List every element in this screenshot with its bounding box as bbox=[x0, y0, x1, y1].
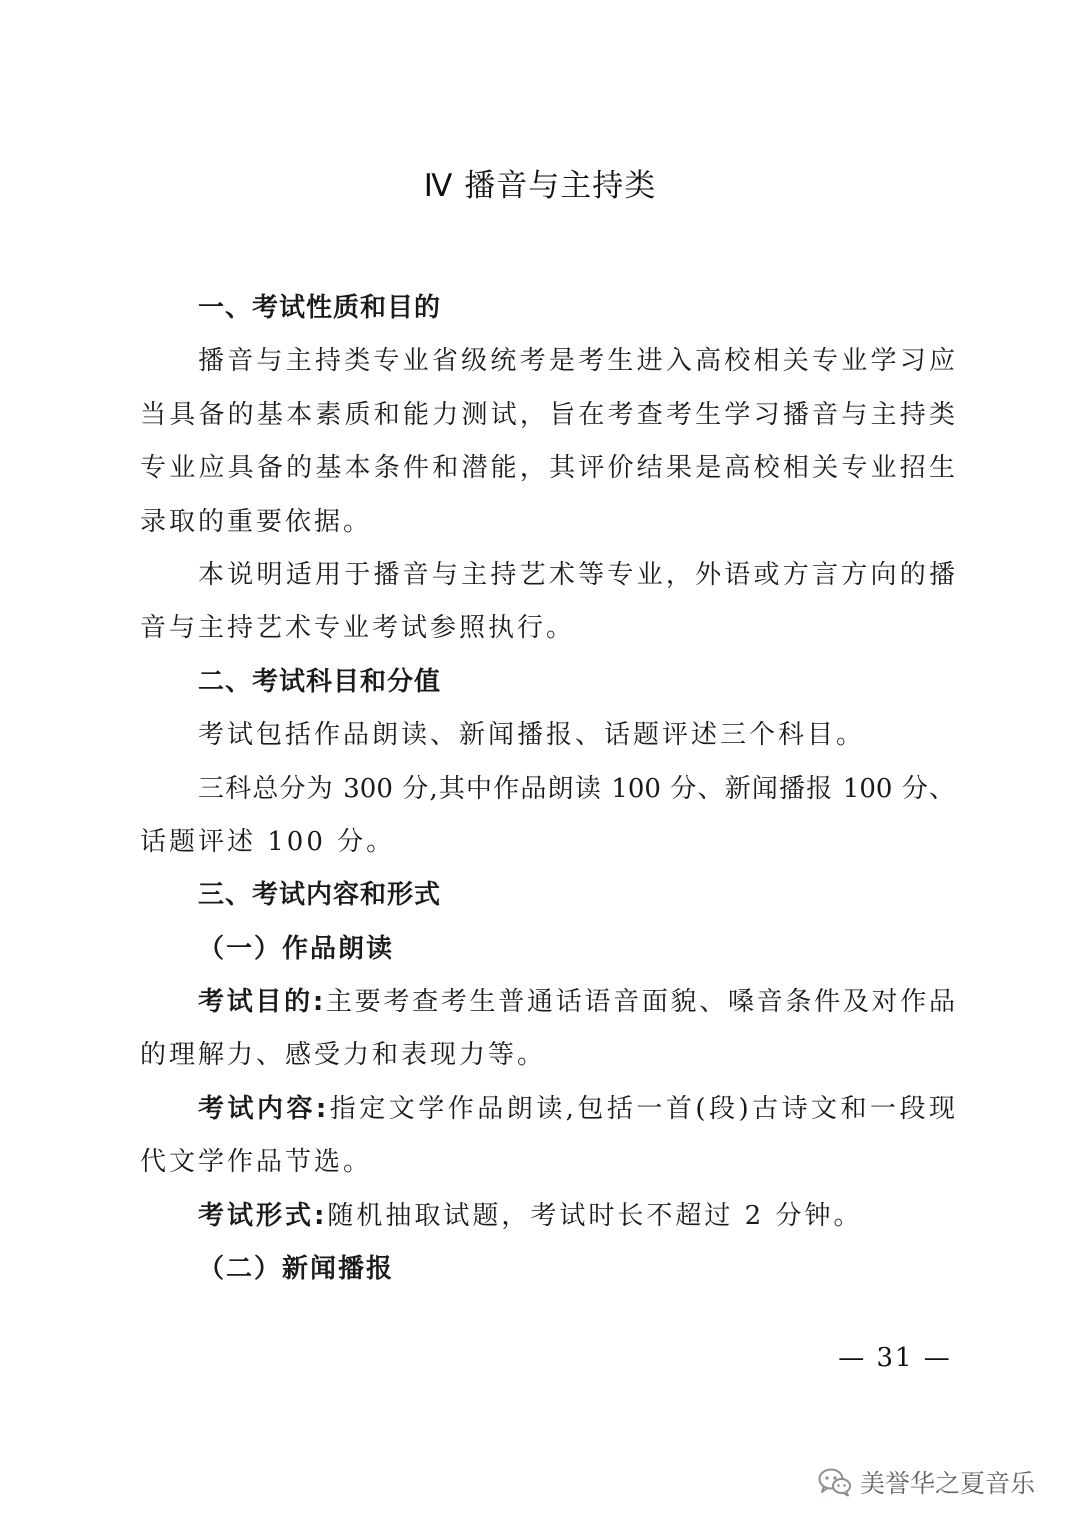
section-2-heading: 二、考试科目和分值 bbox=[198, 666, 442, 697]
paragraph-line: 播音与主持类专业省级统考是考生进入高校相关专业学习应 bbox=[198, 346, 955, 377]
paragraph-line: 当具备的基本素质和能力测试，旨在考查考生学习播音与主持类 bbox=[140, 399, 955, 430]
paragraph-line: 三科总分为 300 分,其中作品朗读 100 分、新闻播报 100 分、 bbox=[198, 773, 955, 804]
exam-form-line bbox=[140, 1190, 955, 1243]
paragraph-line: 代文学作品节选。 bbox=[140, 1147, 373, 1178]
document-body bbox=[140, 282, 955, 1296]
paragraph-line: 音与主持艺术专业考试参照执行。 bbox=[140, 613, 576, 644]
exam-purpose-line bbox=[140, 976, 955, 1029]
paragraph-line: 录取的重要依据。 bbox=[140, 506, 373, 537]
paragraph-line: 考试包括作品朗读、新闻播报、话题评述三个科目。 bbox=[198, 720, 866, 751]
exam-form-text: 随机抽取试题，考试时长不超过 2 分钟。 bbox=[327, 1200, 863, 1231]
page-title: Ⅳ 播音与主持类 bbox=[423, 168, 657, 204]
paragraph-line: 本说明适用于播音与主持艺术等专业，外语或方言方向的播 bbox=[198, 559, 955, 590]
exam-form-label: 考试形式: bbox=[198, 1200, 328, 1231]
section-1-heading: 一、考试性质和目的 bbox=[198, 293, 442, 323]
subsection-1-heading: （一）作品朗读 bbox=[198, 933, 395, 964]
exam-purpose-text: 主要考查考生普通话语音面貌、嗓音条件及对作品 bbox=[323, 987, 955, 1018]
section-3-heading: 三、考试内容和形式 bbox=[198, 880, 442, 911]
wechat-icon bbox=[818, 1467, 852, 1497]
paragraph-line: 的理解力、感受力和表现力等。 bbox=[140, 1040, 547, 1071]
paragraph-line: 话题评述 100 分。 bbox=[140, 826, 396, 857]
exam-content-line bbox=[140, 1083, 955, 1136]
watermark bbox=[818, 1464, 1035, 1500]
exam-purpose-label: 考试目的: bbox=[198, 987, 324, 1018]
subsection-2-heading: （二）新闻播报 bbox=[198, 1254, 395, 1285]
exam-content-label: 考试内容: bbox=[198, 1093, 327, 1124]
exam-content-text: 指定文学作品朗读,包括一首(段)古诗文和一段现 bbox=[326, 1093, 955, 1124]
page-number: — 31 — bbox=[838, 1343, 952, 1373]
watermark-text: 美誉华之夏音乐 bbox=[860, 1469, 1036, 1498]
paragraph-line: 专业应具备的基本条件和潜能，其评价结果是高校相关专业招生 bbox=[140, 453, 955, 484]
